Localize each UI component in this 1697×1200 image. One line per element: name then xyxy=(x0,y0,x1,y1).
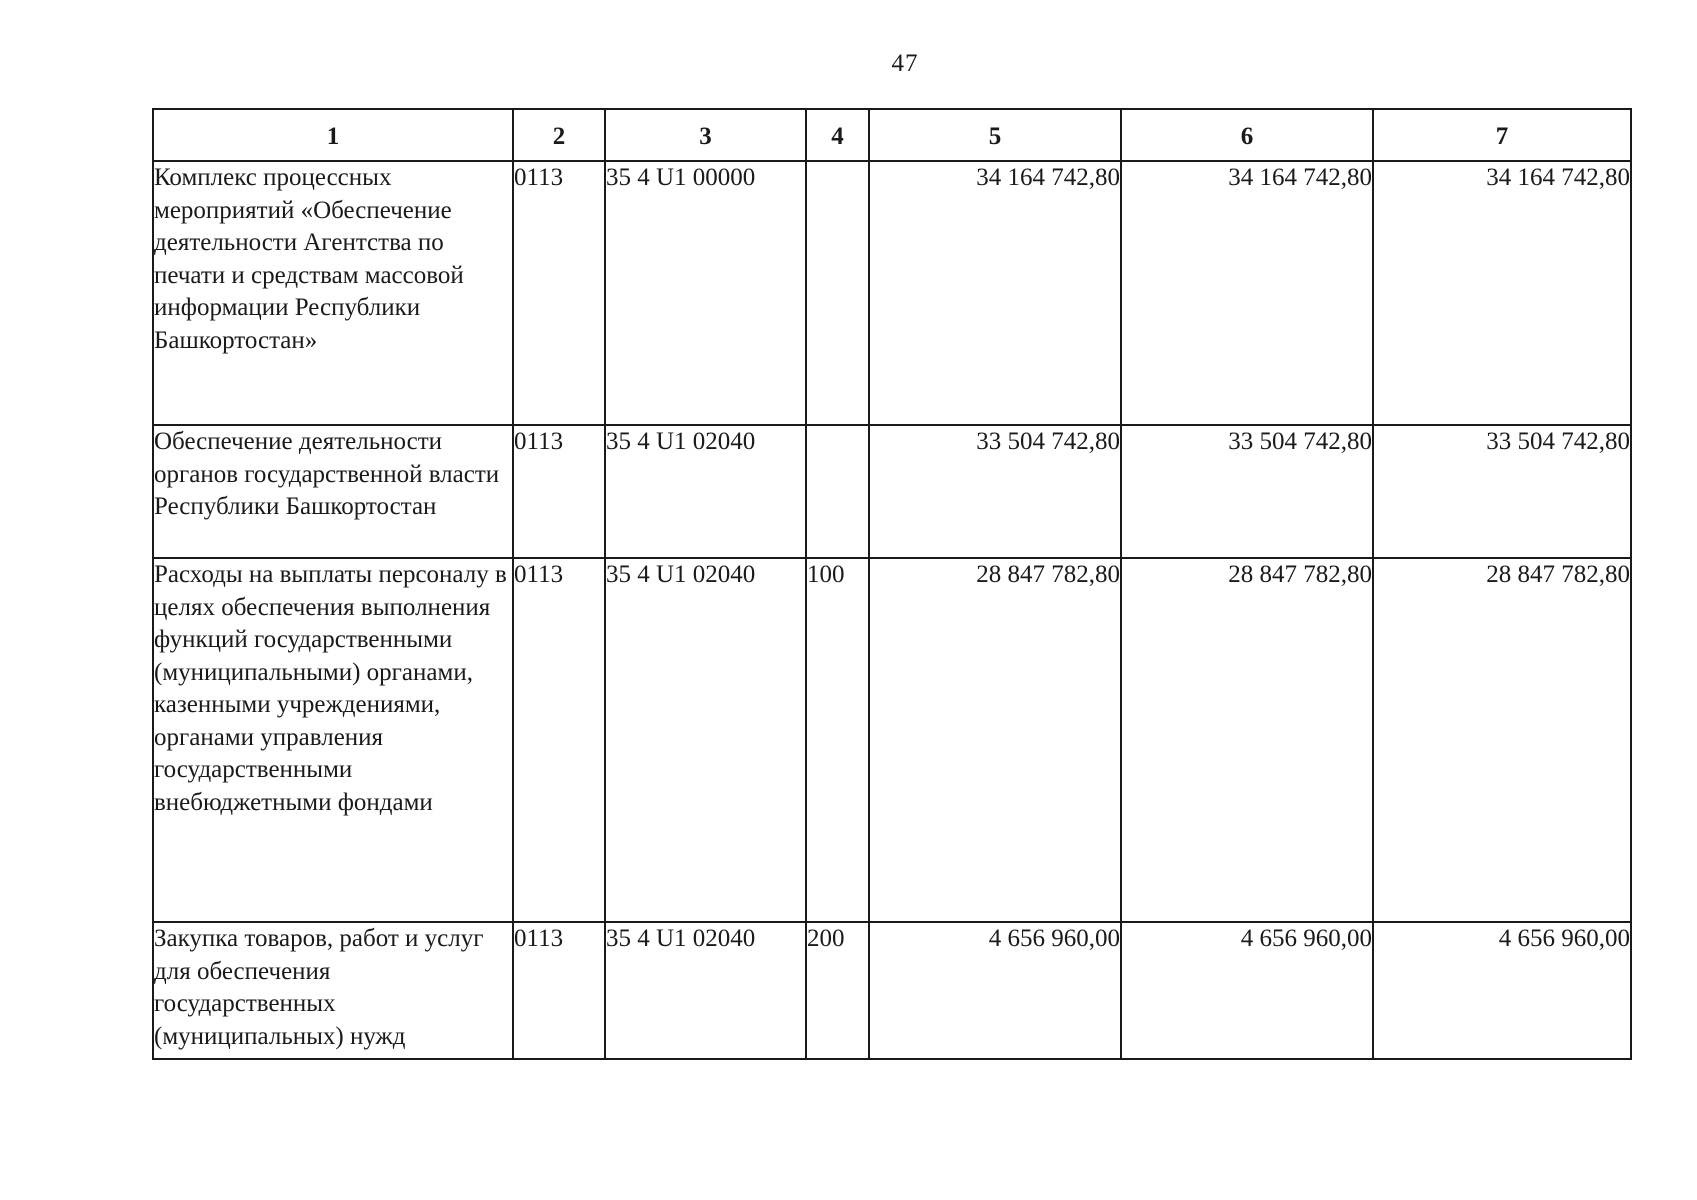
column-header-2: 2 xyxy=(513,109,605,161)
table-row xyxy=(153,161,1631,425)
row-amount-7-cell: 4 656 960,00 xyxy=(1373,922,1631,1059)
row-amount-6-cell: 28 847 782,80 xyxy=(1121,558,1373,922)
row-amount-6-cell: 33 504 742,80 xyxy=(1121,425,1373,558)
budget-table xyxy=(152,108,1632,1060)
row-amount-5-cell: 34 164 742,80 xyxy=(869,161,1121,425)
row-amount-6-cell: 34 164 742,80 xyxy=(1121,161,1373,425)
page-number: 47 xyxy=(891,50,919,77)
row-name-cell: Расходы на выплаты персоналу в целях обеспечения выполнения функций государственными (муниципальными) органами, казенными учреждениями, органами управления государственными внебюджетными фондами xyxy=(153,558,513,922)
row-target-cell: 35 4 U1 02040 xyxy=(605,425,806,558)
column-header-4: 4 xyxy=(806,109,869,161)
column-header-3: 3 xyxy=(605,109,806,161)
row-amount-5-cell: 28 847 782,80 xyxy=(869,558,1121,922)
row-expense-type-cell xyxy=(806,161,869,425)
column-header-7: 7 xyxy=(1373,109,1631,161)
row-section-cell: 0113 xyxy=(513,161,605,425)
row-target-cell: 35 4 U1 02040 xyxy=(605,558,806,922)
row-target-cell: 35 4 U1 02040 xyxy=(605,922,806,1059)
column-header-1: 1 xyxy=(153,109,513,161)
table-row xyxy=(153,558,1631,922)
row-expense-type-cell: 100 xyxy=(806,558,869,922)
row-name-cell: Обеспечение деятельности органов государственной власти Республики Башкортостан xyxy=(153,425,513,558)
row-amount-7-cell: 28 847 782,80 xyxy=(1373,558,1631,922)
row-name-cell: Комплекс процессных мероприятий «Обеспечение деятельности Агентства по печати и средствам массовой информации Республики Башкортостан» xyxy=(153,161,513,425)
row-target-cell: 35 4 U1 00000 xyxy=(605,161,806,425)
row-amount-5-cell: 4 656 960,00 xyxy=(869,922,1121,1059)
header-row xyxy=(153,109,1631,161)
row-section-cell: 0113 xyxy=(513,922,605,1059)
table-row xyxy=(153,425,1631,558)
row-section-cell: 0113 xyxy=(513,558,605,922)
row-amount-7-cell: 34 164 742,80 xyxy=(1373,161,1631,425)
row-expense-type-cell: 200 xyxy=(806,922,869,1059)
row-section-cell: 0113 xyxy=(513,425,605,558)
row-name-cell: Закупка товаров, работ и услуг для обеспечения государственных (муниципальных) нужд xyxy=(153,922,513,1059)
column-header-6: 6 xyxy=(1121,109,1373,161)
column-header-5: 5 xyxy=(869,109,1121,161)
row-expense-type-cell xyxy=(806,425,869,558)
row-amount-7-cell: 33 504 742,80 xyxy=(1373,425,1631,558)
table-row xyxy=(153,922,1631,1059)
row-amount-5-cell: 33 504 742,80 xyxy=(869,425,1121,558)
row-amount-6-cell: 4 656 960,00 xyxy=(1121,922,1373,1059)
